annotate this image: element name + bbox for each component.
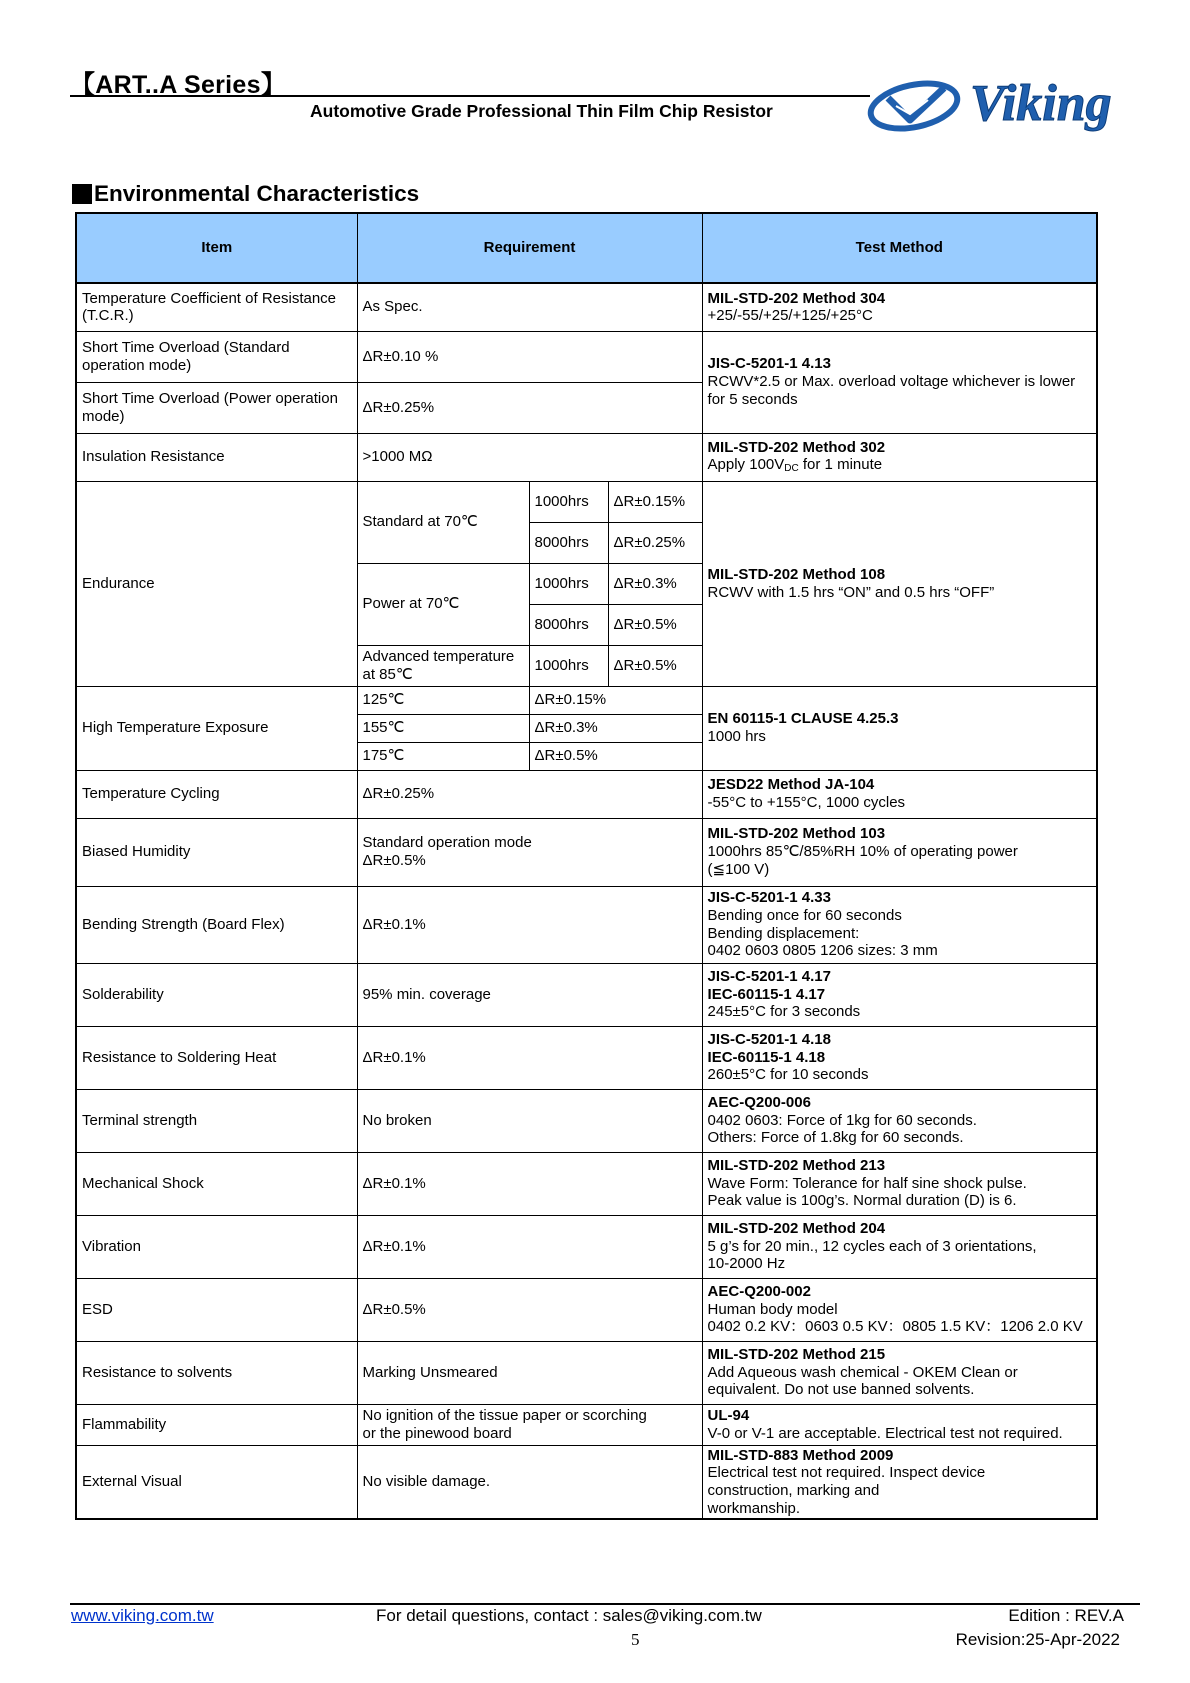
method-text: Wave Form: Tolerance for half sine shock pulse.: [707, 1174, 1027, 1192]
requirement-hours-cell: 1000hrs: [529, 563, 608, 604]
section-heading: [72, 181, 419, 207]
method-title: IEC-60115-1 4.17: [707, 985, 826, 1003]
requirement-cell: [357, 818, 702, 886]
method-title: JESD22 Method JA-104: [707, 776, 875, 794]
item-cell: Solderability: [76, 963, 357, 1026]
method-text: Peak value is 100g’s. Normal duration (D) is 6.: [707, 1192, 1017, 1210]
item-cell: ESD: [76, 1278, 357, 1341]
requirement-cell: [357, 1404, 702, 1445]
method-text: construction, marking and: [707, 1481, 880, 1499]
item-cell: Resistance to solvents: [76, 1341, 357, 1404]
method-text: 245±5°C for 3 seconds: [707, 1003, 861, 1021]
column-header-item: Item: [76, 213, 357, 283]
test-method-cell: [702, 1278, 1097, 1341]
test-method-cell: [702, 433, 1097, 481]
method-text: (≦100 V): [707, 860, 770, 878]
table-row: [76, 1278, 1097, 1341]
item-cell: Mechanical Shock: [76, 1152, 357, 1215]
method-text: 0402 0603 0805 1206 sizes: 3 mm: [707, 942, 938, 960]
test-method-cell: [702, 1445, 1097, 1519]
section-title: Environmental Characteristics: [94, 181, 420, 206]
contact-text: For detail questions, contact : sales@viking.com.tw: [376, 1606, 762, 1625]
table-row: [76, 1026, 1097, 1089]
table-row: [76, 818, 1097, 886]
method-title: AEC-Q200-006: [707, 1093, 811, 1111]
method-title: MIL-STD-883 Method 2009: [707, 1446, 894, 1464]
test-method-cell: [702, 1089, 1097, 1152]
requirement-delta-cell: ΔR±0.15%: [529, 686, 702, 714]
requirement-cell: ΔR±0.10 %: [357, 331, 702, 382]
requirement-hours-cell: 8000hrs: [529, 522, 608, 563]
test-method-cell: [702, 283, 1097, 331]
test-method-cell: [702, 1341, 1097, 1404]
requirement-cell: ΔR±0.25%: [357, 770, 702, 818]
requirement-text: or the pinewood board: [362, 1424, 512, 1442]
method-text: Electrical test not required. Inspect device: [707, 1464, 986, 1482]
table-row: [76, 481, 1097, 522]
item-cell: Endurance: [76, 481, 357, 686]
test-method-cell: [702, 818, 1097, 886]
requirement-hours-cell: 8000hrs: [529, 604, 608, 645]
requirement-text: ΔR±0.5%: [362, 852, 426, 869]
method-title: MIL-STD-202 Method 204: [707, 1219, 886, 1237]
method-text: V-0 or V-1 are acceptable. Electrical test not required.: [707, 1424, 1063, 1442]
method-title: JIS-C-5201-1 4.33: [707, 889, 831, 907]
method-text: workmanship.: [707, 1499, 801, 1517]
requirement-cell: ΔR±0.1%: [357, 1152, 702, 1215]
test-method-cell: [702, 963, 1097, 1026]
requirement-cell: Marking Unsmeared: [357, 1341, 702, 1404]
test-method-cell: [702, 1152, 1097, 1215]
requirement-delta-cell: ΔR±0.5%: [608, 645, 702, 686]
requirement-temp-cell: 175℃: [357, 742, 529, 770]
requirement-cell: 95% min. coverage: [357, 963, 702, 1026]
header-rule: [70, 95, 870, 97]
requirement-cell: ΔR±0.25%: [357, 382, 702, 433]
requirement-text: Standard operation mode: [362, 834, 532, 852]
item-cell: Vibration: [76, 1215, 357, 1278]
requirement-temp-cell: 125℃: [357, 686, 529, 714]
item-cell: Resistance to Soldering Heat: [76, 1026, 357, 1089]
method-title: EN 60115-1 CLAUSE 4.25.3: [707, 710, 899, 728]
item-cell: Terminal strength: [76, 1089, 357, 1152]
table-row: [76, 331, 1097, 382]
logo-wordmark: Viking: [970, 75, 1112, 132]
item-cell: High Temperature Exposure: [76, 686, 357, 770]
item-cell: Temperature Cycling: [76, 770, 357, 818]
method-title: UL-94: [707, 1406, 750, 1424]
revision-text: Revision:25-Apr-2022: [955, 1630, 1120, 1649]
requirement-cell: No visible damage.: [357, 1445, 702, 1519]
test-method-cell: [702, 481, 1097, 686]
item-cell: Insulation Resistance: [76, 433, 357, 481]
method-text: 0402 0603: Force of 1kg for 60 seconds.: [707, 1111, 977, 1129]
table-row: [76, 1404, 1097, 1445]
method-title: IEC-60115-1 4.18: [707, 1048, 826, 1066]
method-title: MIL-STD-202 Method 215: [707, 1345, 886, 1363]
requirement-cell: >1000 MΩ: [357, 433, 702, 481]
page-number: 5: [631, 1630, 640, 1649]
requirement-delta-cell: ΔR±0.3%: [608, 563, 702, 604]
table-row: [76, 433, 1097, 481]
test-method-cell: [702, 686, 1097, 770]
series-title: 【ART..A Series】: [70, 71, 287, 99]
method-text: 260±5°C for 10 seconds: [707, 1066, 869, 1084]
method-title: JIS-C-5201-1 4.17: [707, 967, 831, 985]
method-text: +25/-55/+25/+125/+25°C: [707, 307, 873, 325]
viking-logo: [866, 66, 1144, 138]
item-cell: Flammability: [76, 1404, 357, 1445]
table-header-row: [76, 213, 1097, 283]
test-method-cell: [702, 886, 1097, 963]
method-text: Others: Force of 1.8kg for 60 seconds.: [707, 1129, 964, 1147]
requirement-cell: ΔR±0.1%: [357, 886, 702, 963]
requirement-cell: ΔR±0.1%: [357, 1026, 702, 1089]
item-cell: Bending Strength (Board Flex): [76, 886, 357, 963]
viking-emblem-icon: [867, 76, 962, 135]
test-method-cell: [702, 1026, 1097, 1089]
method-text: Human body model: [707, 1300, 838, 1318]
column-header-requirement: Requirement: [357, 213, 702, 283]
table-row: [76, 1152, 1097, 1215]
column-header-test-method: Test Method: [702, 213, 1097, 283]
item-cell: Biased Humidity: [76, 818, 357, 886]
method-text: -55°C to +155°C, 1000 cycles: [707, 794, 906, 811]
method-text: 5 g’s for 20 min., 12 cycles each of 3 orientations,: [707, 1237, 1037, 1255]
item-cell: Short Time Overload (Power operation mode): [76, 382, 357, 433]
requirement-delta-cell: ΔR±0.5%: [529, 742, 702, 770]
requirement-hours-cell: 1000hrs: [529, 481, 608, 522]
method-text: 10-2000 Hz: [707, 1255, 786, 1273]
requirement-cell: ΔR±0.5%: [357, 1278, 702, 1341]
test-method-cell: [702, 1404, 1097, 1445]
requirement-delta-cell: ΔR±0.15%: [608, 481, 702, 522]
black-square-icon: [72, 184, 92, 204]
requirement-cell: No broken: [357, 1089, 702, 1152]
method-text: Add Aqueous wash chemical - OKEM Clean or: [707, 1363, 1018, 1381]
item-cell: External Visual: [76, 1445, 357, 1519]
requirement-cell: ΔR±0.1%: [357, 1215, 702, 1278]
method-title: MIL-STD-202 Method 302: [707, 438, 886, 456]
method-title: MIL-STD-202 Method 108: [707, 565, 886, 583]
method-text: equivalent. Do not use banned solvents.: [707, 1381, 975, 1399]
requirement-temp-cell: 155℃: [357, 714, 529, 742]
requirement-condition-cell: Standard at 70℃: [357, 481, 529, 563]
footer-rule: [70, 1603, 1140, 1605]
method-text: Bending displacement:: [707, 924, 860, 942]
test-method-cell: [702, 1215, 1097, 1278]
item-cell: Temperature Coefficient of Resistance (T.C.R.): [76, 283, 357, 331]
table-row: [76, 1215, 1097, 1278]
table-row: [76, 886, 1097, 963]
requirement-condition-cell: Advanced temperature at 85℃: [357, 645, 529, 686]
test-method-cell: [702, 331, 1097, 433]
table-row: [76, 770, 1097, 818]
method-title: AEC-Q200-002: [707, 1282, 811, 1300]
method-title: MIL-STD-202 Method 304: [707, 289, 886, 307]
requirement-delta-cell: ΔR±0.3%: [529, 714, 702, 742]
document-subtitle: Automotive Grade Professional Thin Film Chip Resistor: [310, 101, 773, 121]
table-row: [76, 1445, 1097, 1519]
requirement-delta-cell: ΔR±0.5%: [608, 604, 702, 645]
method-subscript: DC: [784, 463, 799, 475]
edition-text: Edition : REV.A: [1008, 1606, 1124, 1625]
method-text: 0402 0.2 KV：0603 0.5 KV：0805 1.5 KV：1206 2.0 KV: [707, 1318, 1083, 1336]
method-title: MIL-STD-202 Method 213: [707, 1156, 886, 1174]
requirement-text: No ignition of the tissue paper or scorching: [362, 1406, 647, 1424]
table-row: [76, 283, 1097, 331]
method-text: Apply 100V: [707, 456, 785, 474]
method-title: JIS-C-5201-1 4.18: [707, 1030, 831, 1048]
method-title: JIS-C-5201-1 4.13: [707, 355, 831, 373]
method-text: RCWV*2.5 or Max. overload voltage whichever is lower for 5 seconds: [707, 373, 1076, 408]
method-text: Bending once for 60 seconds: [707, 906, 902, 924]
table-row: [76, 963, 1097, 1026]
item-cell: Short Time Overload (Standard operation mode): [76, 331, 357, 382]
method-text: for 1 minute: [798, 456, 883, 474]
requirement-delta-cell: ΔR±0.25%: [608, 522, 702, 563]
table-row: [76, 686, 1097, 714]
environmental-characteristics-table: [75, 212, 1098, 1520]
requirement-condition-cell: Power at 70℃: [357, 563, 529, 645]
method-text: 1000hrs 85℃/85%RH 10% of operating power: [707, 843, 1018, 861]
method-text: RCWV with 1.5 hrs “ON” and 0.5 hrs “OFF”: [707, 583, 995, 601]
table-row: [76, 1089, 1097, 1152]
test-method-cell: [702, 770, 1097, 818]
website-link[interactable]: www.viking.com.tw: [71, 1606, 214, 1625]
table-row: [76, 1341, 1097, 1404]
method-text: 1000 hrs: [707, 728, 766, 745]
requirement-cell: As Spec.: [357, 283, 702, 331]
method-title: MIL-STD-202 Method 103: [707, 825, 886, 843]
requirement-hours-cell: 1000hrs: [529, 645, 608, 686]
